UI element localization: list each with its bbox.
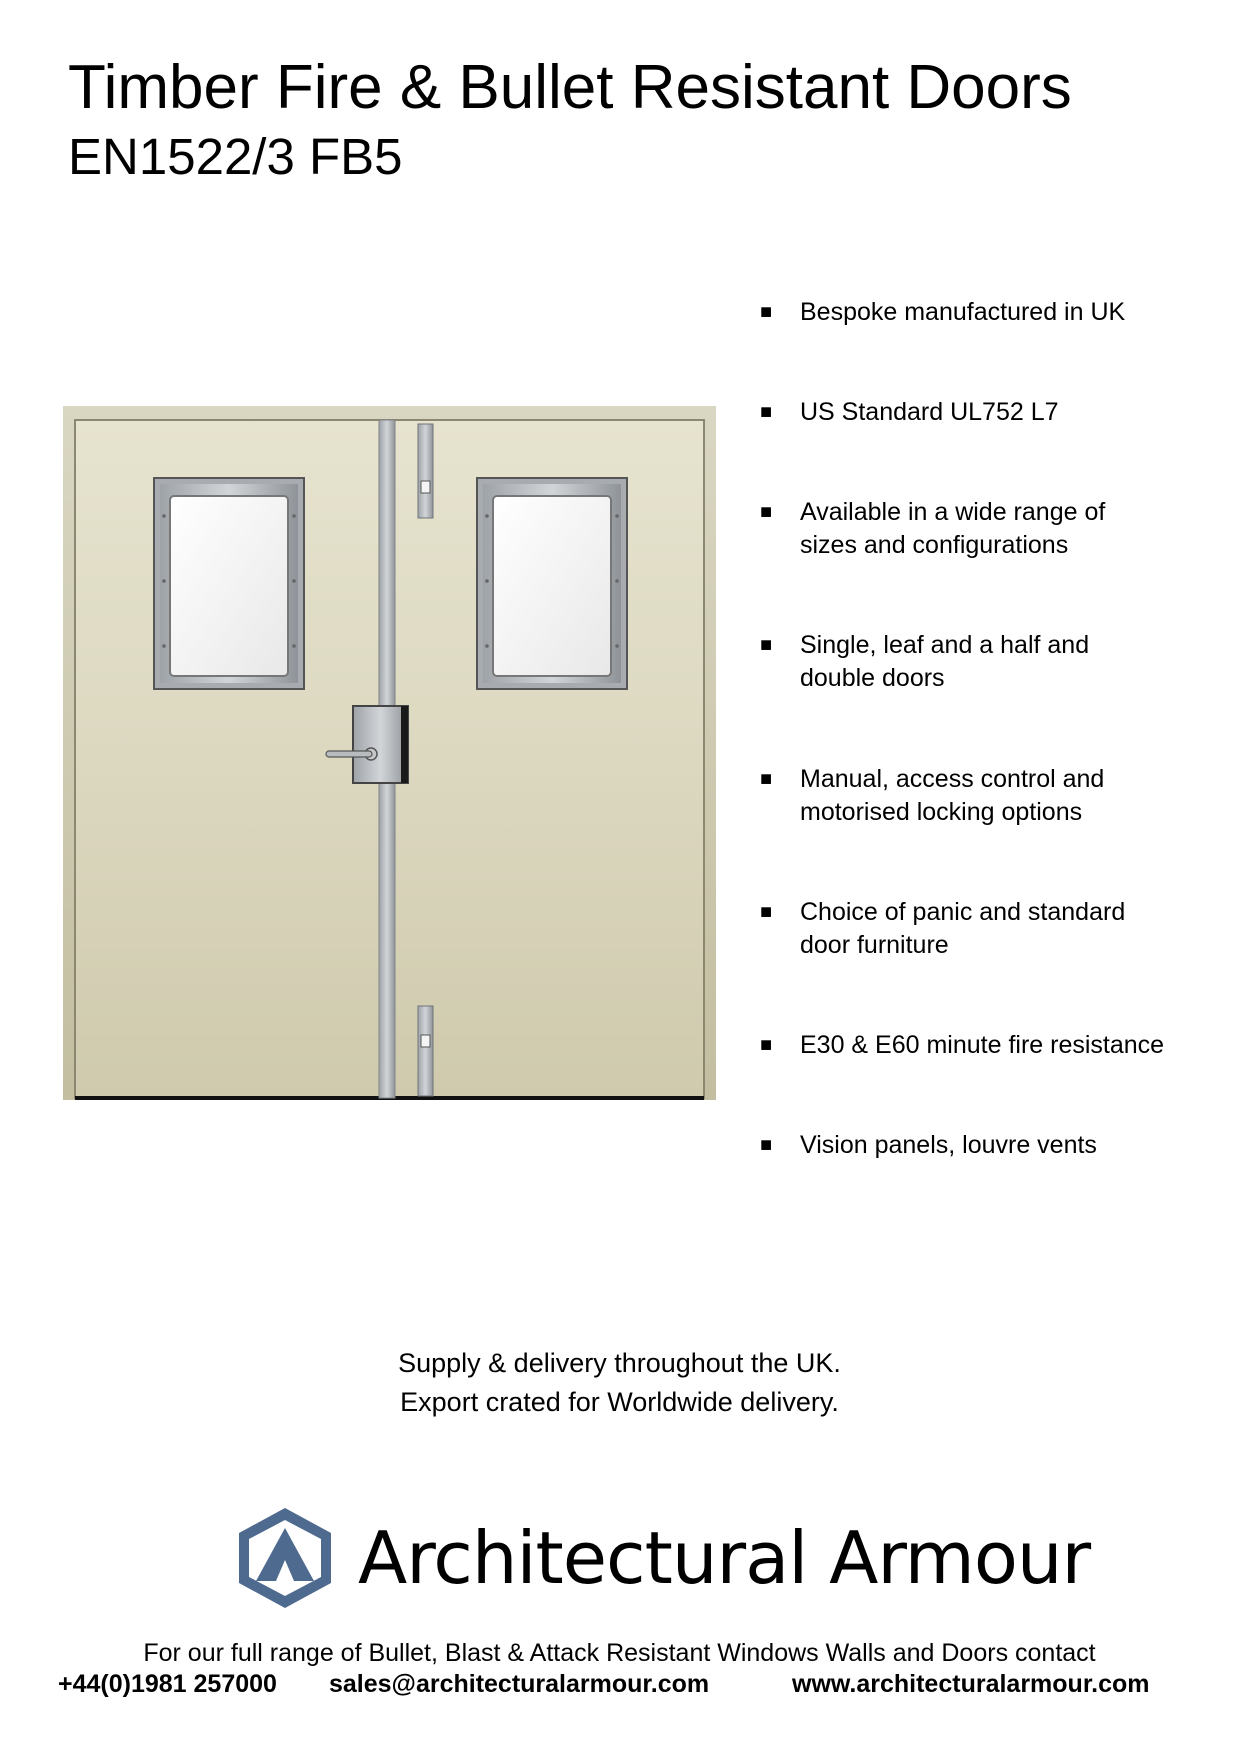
page-title: Timber Fire & Bullet Resistant Doors — [68, 53, 1072, 122]
feature-text: Single, leaf and a half and double doors — [800, 631, 1090, 692]
bullet-icon: ■ — [760, 768, 773, 790]
feature-item — [760, 763, 1160, 829]
feature-text: E30 & E60 minute fire resistance — [800, 1031, 1165, 1059]
bullet-icon: ■ — [760, 634, 773, 656]
bullet-icon: ■ — [760, 1134, 773, 1156]
bullet-icon: ■ — [760, 401, 773, 423]
page-subtitle: EN1522/3 FB5 — [68, 128, 403, 185]
brand-logo — [234, 1508, 1090, 1608]
feature-item — [760, 496, 1160, 562]
bullet-icon: ■ — [760, 301, 773, 323]
feature-text: Vision panels, louvre vents — [800, 1131, 1097, 1159]
feature-text: Available in a wide range of sizes and configurations — [800, 498, 1106, 559]
bullet-icon: ■ — [760, 901, 773, 923]
email-link[interactable]: sales@architecturalarmour.com — [329, 1670, 710, 1698]
feature-item — [760, 296, 1230, 329]
supply-line-1: Supply & delivery throughout the UK. — [398, 1348, 841, 1378]
feature-item — [760, 1129, 1230, 1162]
feature-text: Bespoke manufactured in UK — [800, 298, 1126, 326]
feature-item — [760, 896, 1160, 962]
brand-name: Architectural Armour — [358, 1516, 1091, 1600]
website-link[interactable]: www.architecturalarmour.com — [792, 1670, 1150, 1698]
double-door-image — [63, 406, 716, 1100]
left-vision-panel — [154, 478, 304, 689]
right-vision-panel — [477, 478, 627, 689]
feature-text: Choice of panic and standard door furniture — [800, 898, 1126, 959]
hexagon-logo-icon — [234, 1508, 336, 1608]
feature-text: US Standard UL752 L7 — [800, 398, 1059, 426]
supply-line-2: Export crated for Worldwide delivery. — [400, 1387, 839, 1417]
feature-item — [760, 1029, 1230, 1062]
contact-line: For our full range of Bullet, Blast & Attack Resistant Windows Walls and Doors contact — [143, 1639, 1096, 1667]
bullet-icon: ■ — [760, 501, 773, 523]
feature-item — [760, 396, 1230, 429]
feature-item — [760, 629, 1140, 695]
bullet-icon: ■ — [760, 1034, 773, 1056]
feature-text: Manual, access control and motorised locking options — [800, 765, 1105, 826]
phone-number[interactable]: +44(0)1981 257000 — [58, 1670, 277, 1698]
